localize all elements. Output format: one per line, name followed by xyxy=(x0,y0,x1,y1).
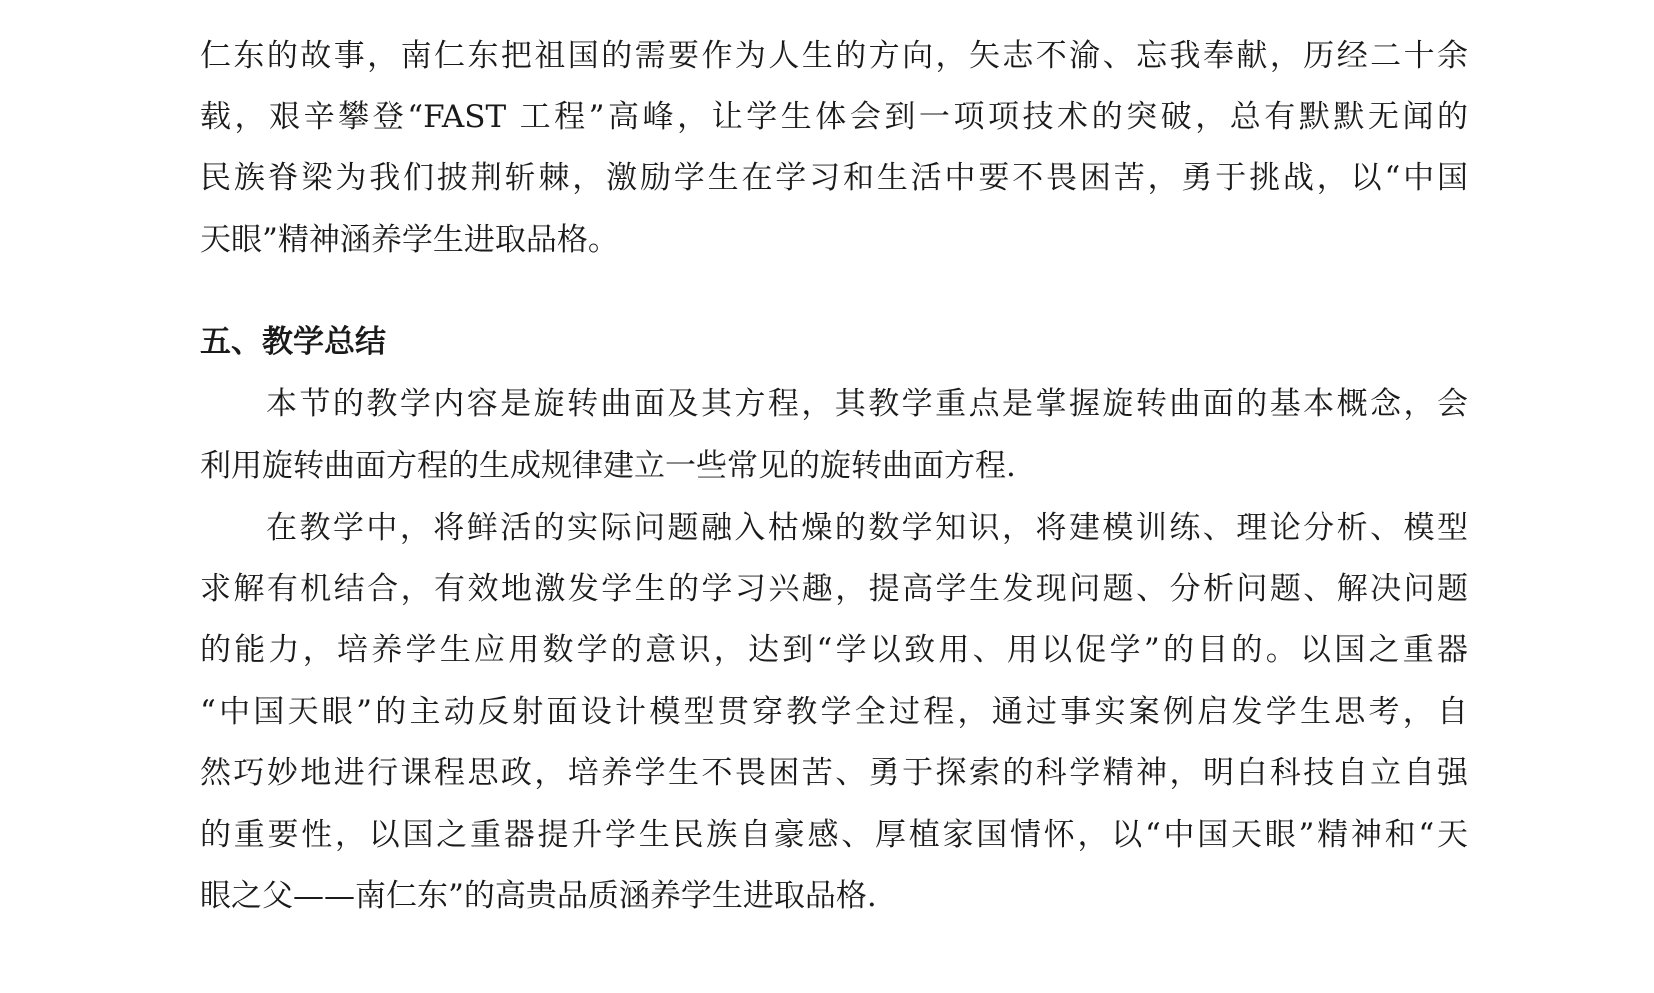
text-line: 求解有机结合，有效地激发学生的学习兴趣，提高学生发现问题、分析问题、解决问题 xyxy=(200,571,1468,607)
text-line: 的重要性，以国之重器提升学生民族自豪感、厚植家国情怀，以“中国天眼”精神和“天 xyxy=(200,817,1468,853)
text-line: 民族脊梁为我们披荆斩棘，激励学生在学习和生活中要不畏困苦，勇于挑战，以“中国 xyxy=(200,160,1468,196)
text-line: 利用旋转曲面方程的生成规律建立一些常见的旋转曲面方程. xyxy=(200,448,1016,484)
text-line: 然巧妙地进行课程思政，培养学生不畏困苦、勇于探索的科学精神，明白科技自立自强 xyxy=(200,755,1468,791)
text-line: “中国天眼”的主动反射面设计模型贯穿教学全过程，通过事实案例启发学生思考，自 xyxy=(200,694,1468,730)
text-line: 眼之父——南仁东”的高贵品质涵养学生进取品格. xyxy=(200,878,877,914)
section-heading: 五、教学总结 xyxy=(200,324,386,360)
text-line: 的能力，培养学生应用数学的意识，达到“学以致用、用以促学”的目的。以国之重器 xyxy=(200,632,1468,668)
text-line: 仁东的故事，南仁东把祖国的需要作为人生的方向，矢志不渝、忘我奉献，历经二十余 xyxy=(200,38,1468,74)
text-line: 本节的教学内容是旋转曲面及其方程，其教学重点是掌握旋转曲面的基本概念，会 xyxy=(266,386,1468,422)
text-line: 在教学中，将鲜活的实际问题融入枯燥的数学知识，将建模训练、理论分析、模型 xyxy=(266,510,1468,546)
text-line: 载，艰辛攀登“FAST 工程”高峰，让学生体会到一项项技术的突破，总有默默无闻的 xyxy=(200,99,1468,135)
text-line: 天眼”精神涵养学生进取品格。 xyxy=(200,222,619,258)
